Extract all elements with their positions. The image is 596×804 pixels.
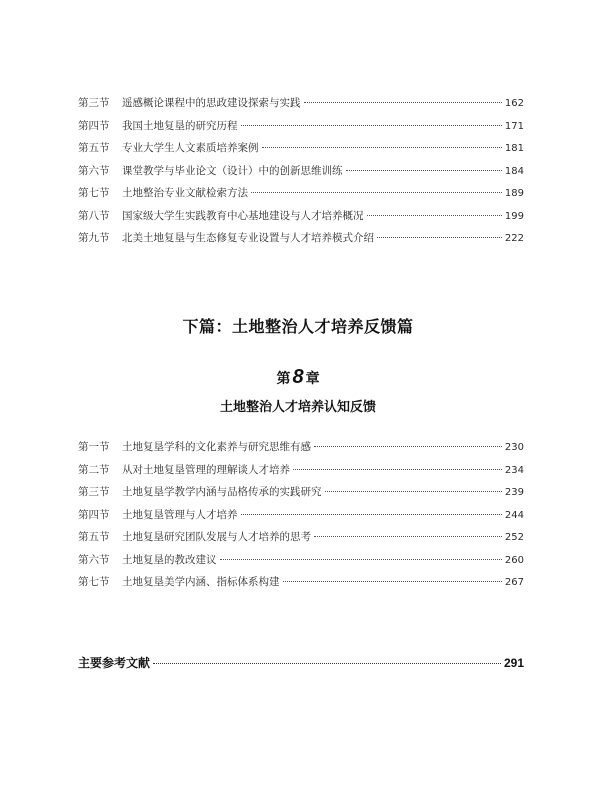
toc-section-label: 第五节 bbox=[78, 531, 110, 543]
toc-section-label: 第九节 bbox=[78, 232, 110, 244]
toc-list-chapter-8 bbox=[78, 436, 524, 594]
dot-leader bbox=[153, 663, 501, 664]
toc-page-number: 230 bbox=[504, 442, 524, 453]
toc-entry-title: 土地复垦学教学内涵与品格传承的实践研究 bbox=[122, 486, 322, 498]
toc-entry[interactable] bbox=[78, 182, 524, 205]
toc-page-number: 244 bbox=[504, 509, 524, 521]
toc-page-number: 222 bbox=[504, 233, 524, 244]
toc-entry[interactable] bbox=[78, 436, 524, 459]
toc-entry[interactable] bbox=[78, 137, 524, 160]
toc-page-number: 162 bbox=[504, 98, 524, 109]
toc-page-number: 199 bbox=[504, 210, 524, 222]
toc-entry[interactable] bbox=[78, 549, 524, 572]
toc-entry-title: 遥感概论课程中的思政建设探索与实践 bbox=[122, 97, 301, 109]
toc-page-number: 189 bbox=[504, 188, 524, 199]
dot-leader bbox=[220, 559, 502, 560]
toc-entry-title: 从对土地复垦管理的理解谈人才培养 bbox=[122, 463, 290, 476]
dot-leader bbox=[377, 237, 502, 238]
references-page: 291 bbox=[503, 656, 524, 670]
toc-entry[interactable] bbox=[78, 160, 524, 183]
dot-leader bbox=[314, 446, 502, 447]
toc-entry-title: 土地复垦美学内涵、指标体系构建 bbox=[122, 576, 280, 588]
dot-leader bbox=[283, 581, 502, 582]
toc-entry[interactable] bbox=[78, 115, 524, 138]
references-entry[interactable] bbox=[78, 654, 524, 671]
dot-leader bbox=[346, 170, 502, 171]
toc-page-number: 184 bbox=[504, 165, 524, 177]
toc-entry-title: 土地复垦管理与人才培养 bbox=[122, 508, 238, 521]
dot-leader bbox=[251, 192, 502, 193]
toc-entry-title: 课堂教学与毕业论文（设计）中的创新思维训练 bbox=[122, 164, 343, 177]
toc-section-label: 第六节 bbox=[78, 553, 110, 566]
toc-entry-title: 土地复垦学科的文化素养与研究思维有感 bbox=[122, 441, 311, 453]
toc-entry[interactable] bbox=[78, 227, 524, 250]
toc-section-label: 第二节 bbox=[78, 463, 110, 476]
toc-entry[interactable] bbox=[78, 92, 524, 115]
chapter-suffix: 章 bbox=[305, 370, 320, 386]
chapter-number-value: 8 bbox=[292, 366, 304, 388]
toc-entry[interactable] bbox=[78, 205, 524, 228]
dot-leader bbox=[304, 102, 502, 103]
toc-section-label: 第六节 bbox=[78, 164, 110, 177]
toc-entry[interactable] bbox=[78, 481, 524, 504]
toc-entry-title: 我国土地复垦的研究历程 bbox=[122, 119, 238, 132]
toc-page-number: 171 bbox=[504, 120, 524, 132]
toc-page-number: 239 bbox=[504, 487, 524, 498]
toc-section-label: 第五节 bbox=[78, 142, 110, 154]
dot-leader bbox=[241, 514, 502, 515]
toc-entry-title: 土地复垦研究团队发展与人才培养的思考 bbox=[122, 531, 311, 543]
toc-page-number: 181 bbox=[504, 143, 524, 154]
toc-entry[interactable] bbox=[78, 504, 524, 527]
toc-list-upper bbox=[78, 92, 524, 250]
references-title: 主要参考文献 bbox=[78, 656, 151, 670]
toc-section-label: 第四节 bbox=[78, 508, 110, 521]
toc-section-label: 第四节 bbox=[78, 119, 110, 132]
dot-leader bbox=[314, 536, 502, 537]
toc-section-label: 第七节 bbox=[78, 576, 110, 588]
toc-section-label: 第八节 bbox=[78, 209, 110, 222]
chapter-number bbox=[0, 366, 596, 389]
toc-entry-title: 土地整治专业文献检索方法 bbox=[122, 187, 248, 199]
toc-entry[interactable] bbox=[78, 571, 524, 594]
chapter-prefix: 第 bbox=[276, 370, 291, 386]
toc-entry[interactable] bbox=[78, 459, 524, 482]
toc-section-label: 第七节 bbox=[78, 187, 110, 199]
toc-entry-title: 专业大学生人文素质培养案例 bbox=[122, 142, 259, 154]
dot-leader bbox=[325, 491, 502, 492]
toc-section-label: 第一节 bbox=[78, 441, 110, 453]
dot-leader bbox=[367, 215, 502, 216]
toc-entry-title: 北美土地复垦与生态修复专业设置与人才培养模式介绍 bbox=[122, 232, 374, 244]
dot-leader bbox=[293, 469, 502, 470]
toc-entry-title: 国家级大学生实践教育中心基地建设与人才培养概况 bbox=[122, 209, 364, 222]
chapter-title: 土地整治人才培养认知反馈 bbox=[219, 399, 376, 414]
part-title: 下篇：土地整治人才培养反馈篇 bbox=[182, 317, 414, 336]
toc-page-number: 252 bbox=[504, 532, 524, 543]
toc-entry[interactable] bbox=[78, 526, 524, 549]
toc-entry-title: 土地复垦的教改建议 bbox=[122, 553, 217, 566]
dot-leader bbox=[262, 147, 502, 148]
toc-page-number: 267 bbox=[504, 577, 524, 588]
dot-leader bbox=[241, 125, 502, 126]
toc-section-label: 第三节 bbox=[78, 97, 110, 109]
toc-page-number: 260 bbox=[504, 554, 524, 566]
toc-page-number: 234 bbox=[504, 464, 524, 476]
toc-section-label: 第三节 bbox=[78, 486, 110, 498]
